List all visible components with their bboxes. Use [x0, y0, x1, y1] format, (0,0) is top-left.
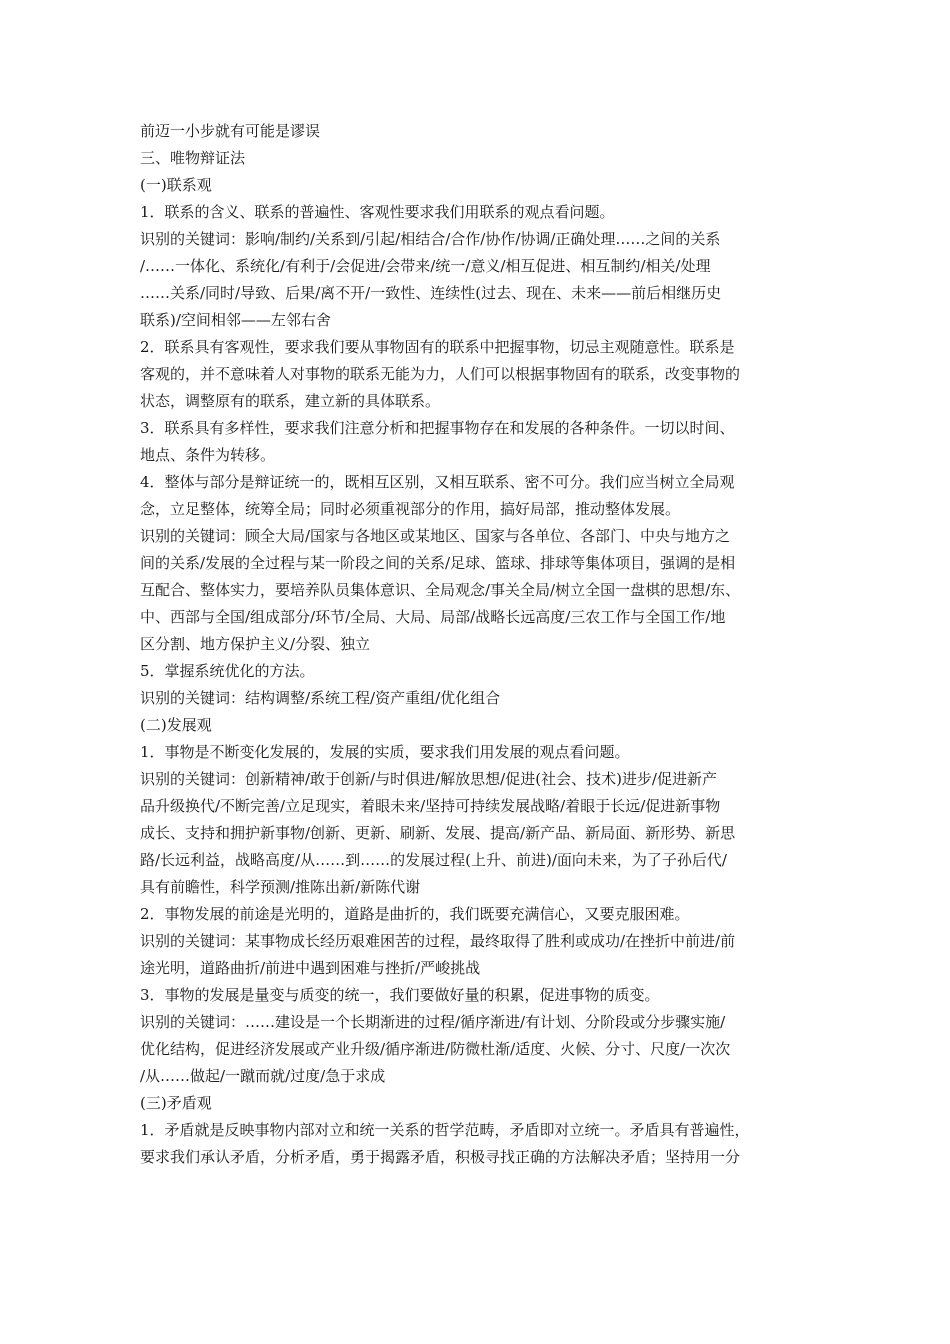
text-line: 互配合、整体实力，要培养队员集体意识、全局观念/事关全局/树立全国一盘棋的思想/东、 — [140, 581, 741, 599]
text-line: 具有前瞻性，科学预测/推陈出新/新陈代谢 — [140, 878, 421, 896]
text-line: 中、西部与全国/组成部分/环节/全局、大局、局部/战略长远高度/三农工作与全国工作/地 — [140, 608, 726, 626]
text-line: 识别的关键词：……建设是一个长期渐进的过程/循序渐进/有计划、分阶段或分步骤实施/ — [140, 1013, 726, 1031]
text-line: 三、唯物辩证法 — [140, 149, 246, 167]
text-line: 成长、支持和拥护新事物/创新、更新、刷新、发展、提高/新产品、新局面、新形势、新思 — [140, 824, 736, 842]
text-line: 状态，调整原有的联系，建立新的具体联系。 — [140, 392, 441, 410]
text-line: 3．联系具有多样性，要求我们注意分析和把握事物存在和发展的各种条件。一切以时间、 — [140, 419, 735, 437]
text-line: 识别的关键词：结构调整/系统工程/资产重组/优化组合 — [140, 689, 501, 707]
document-body — [140, 118, 820, 1171]
text-line: 品升级换代/不断完善/立足现实，着眼未来/坚持可持续发展战略/着眼于长远/促进新事物 — [140, 797, 721, 815]
text-line: 要求我们承认矛盾，分析矛盾，勇于揭露矛盾，积极寻找正确的方法解决矛盾；坚持用一分 — [140, 1148, 741, 1166]
text-line: 路/长远利益，战略高度/从……到……的发展过程(上升、前进)/面向未来，为了子孙后代/ — [140, 851, 727, 869]
text-line: 4．整体与部分是辩证统一的，既相互区别，又相互联系、密不可分。我们应当树立全局观 — [140, 473, 735, 491]
text-line: 识别的关键词：顾全大局/国家与各地区或某地区、国家与各单位、各部门、中央与地方之 — [140, 527, 731, 545]
text-line: 识别的关键词：创新精神/敢于创新/与时俱进/解放思想/促进(社会、技术)进步/促进新产 — [140, 770, 717, 788]
text-line: 1．联系的含义、联系的普遍性、客观性要求我们用联系的观点看问题。 — [140, 203, 615, 221]
text-line: 1．矛盾就是反映事物内部对立和统一关系的哲学范畴，矛盾即对立统一。矛盾具有普遍性， — [140, 1121, 750, 1139]
text-line: 1．事物是不断变化发展的，发展的实质，要求我们用发展的观点看问题。 — [140, 743, 630, 761]
text-line: 联系)/空间相邻——左邻右舍 — [140, 311, 331, 329]
text-line: 识别的关键词：某事物成长经历艰难困苦的过程，最终取得了胜利或成功/在挫折中前进/前 — [140, 932, 736, 950]
text-line: (一)联系观 — [140, 176, 212, 194]
text-line: /……一体化、系统化/有利于/会促进/会带来/统一/意义/相互促进、相互制约/相关/处理 — [140, 257, 711, 275]
text-line: 区分割、地方保护主义/分裂、独立 — [140, 635, 371, 653]
text-line: 3．事物的发展是量变与质变的统一，我们要做好量的积累，促进事物的质变。 — [140, 986, 660, 1004]
text-line: (三)矛盾观 — [140, 1094, 212, 1112]
text-line: 前迈一小步就有可能是谬误 — [140, 122, 321, 140]
text-line: 优化结构，促进经济发展或产业升级/循序渐进/防微杜渐/适度、火候、分寸、尺度/一次次 — [140, 1040, 731, 1058]
text-line: 2．联系具有客观性，要求我们要从事物固有的联系中把握事物，切忌主观随意性。联系是 — [140, 338, 735, 356]
text-line: 途光明，道路曲折/前进中遇到困难与挫折/严峻挑战 — [140, 959, 481, 977]
text-line: 5．掌握系统优化的方法。 — [140, 662, 315, 680]
text-line: 2．事物发展的前途是光明的，道路是曲折的，我们既要充满信心，又要克服困难。 — [140, 905, 690, 923]
text-line: 地点、条件为转移。 — [140, 446, 276, 464]
text-line: 识别的关键词：影响/制约/关系到/引起/相结合/合作/协作/协调/正确处理……之间的关系 — [140, 230, 721, 248]
text-line: /从……做起/一蹴而就/过度/急于求成 — [140, 1067, 386, 1085]
text-line: ……关系/同时/导致、后果/离不开/一致性、连续性(过去、现在、未来——前后相继历史 — [140, 284, 722, 302]
text-line: 间的关系/发展的全过程与某一阶段之间的关系/足球、篮球、排球等集体项目，强调的是相 — [140, 554, 736, 572]
text-line: (二)发展观 — [140, 716, 212, 734]
text-line: 念，立足整体，统筹全局；同时必须重视部分的作用，搞好局部，推动整体发展。 — [140, 500, 681, 518]
text-line: 客观的，并不意味着人对事物的联系无能为力，人们可以根据事物固有的联系，改变事物的 — [140, 365, 741, 383]
